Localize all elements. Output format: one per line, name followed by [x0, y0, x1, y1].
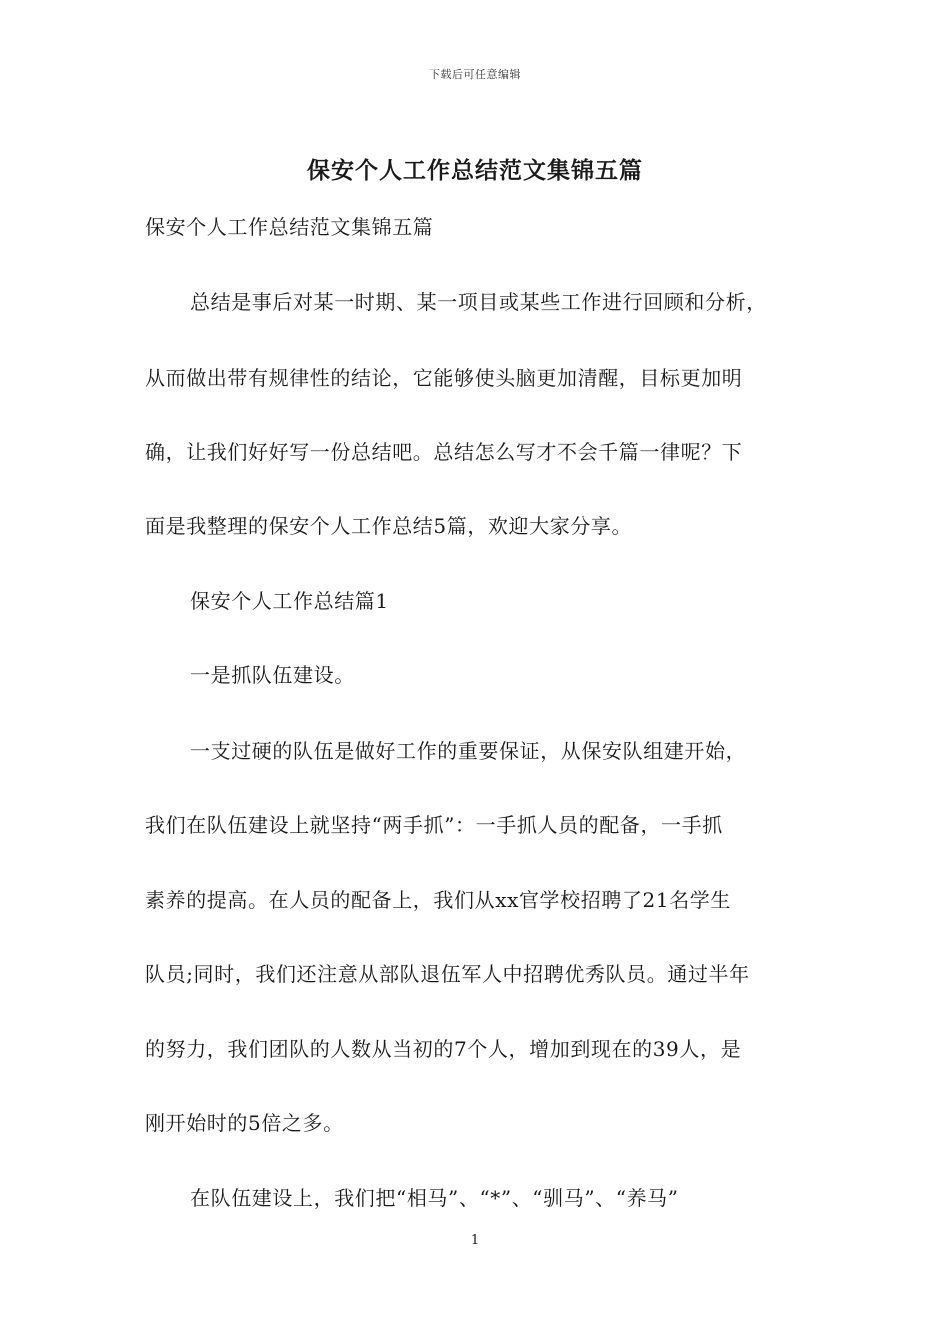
paragraph-line: 在队伍建设上，我们把“相马”、“*”、“驯马”、“养马” — [190, 1186, 679, 1210]
document-title: 保安个人工作总结范文集锦五篇 — [307, 157, 643, 184]
paragraph-line: 刚开始时的5倍之多。 — [145, 1111, 344, 1135]
paragraph-line: 的努力，我们团队的人数从当初的7个人，增加到现在的39人，是 — [145, 1037, 742, 1061]
paragraph-line: 确，让我们好好写一份总结吧。总结怎么写才不会千篇一律呢？下 — [145, 440, 743, 464]
paragraph-line: 从而做出带有规律性的结论，它能够使头脑更加清醒，目标更加明 — [145, 366, 743, 390]
paragraph-line: 我们在队伍建设上就坚持“两手抓”：一手抓人员的配备，一手抓 — [145, 813, 723, 837]
header-note: 下载后可任意编辑 — [429, 68, 521, 81]
paragraph-line: 一支过硬的队伍是做好工作的重要保证，从保安队组建开始， — [190, 739, 747, 763]
paragraph-line: 队员;同时，我们还注意从部队退伍军人中招聘优秀队员。通过半年 — [145, 962, 750, 986]
page-number: 1 — [470, 1233, 480, 1248]
paragraph-line: 一是抓队伍建设。 — [190, 663, 355, 687]
subtitle-line: 保安个人工作总结范文集锦五篇 — [145, 215, 434, 239]
section-heading: 保安个人工作总结篇1 — [190, 589, 389, 613]
paragraph-line: 面是我整理的保安个人工作总结5篇，欢迎大家分享。 — [145, 514, 633, 538]
paragraph-line: 素养的提高。在人员的配备上，我们从xx官学校招聘了21名学生 — [145, 888, 732, 912]
paragraph-line: 总结是事后对某一时期、某一项目或某些工作进行回顾和分析， — [190, 290, 767, 314]
